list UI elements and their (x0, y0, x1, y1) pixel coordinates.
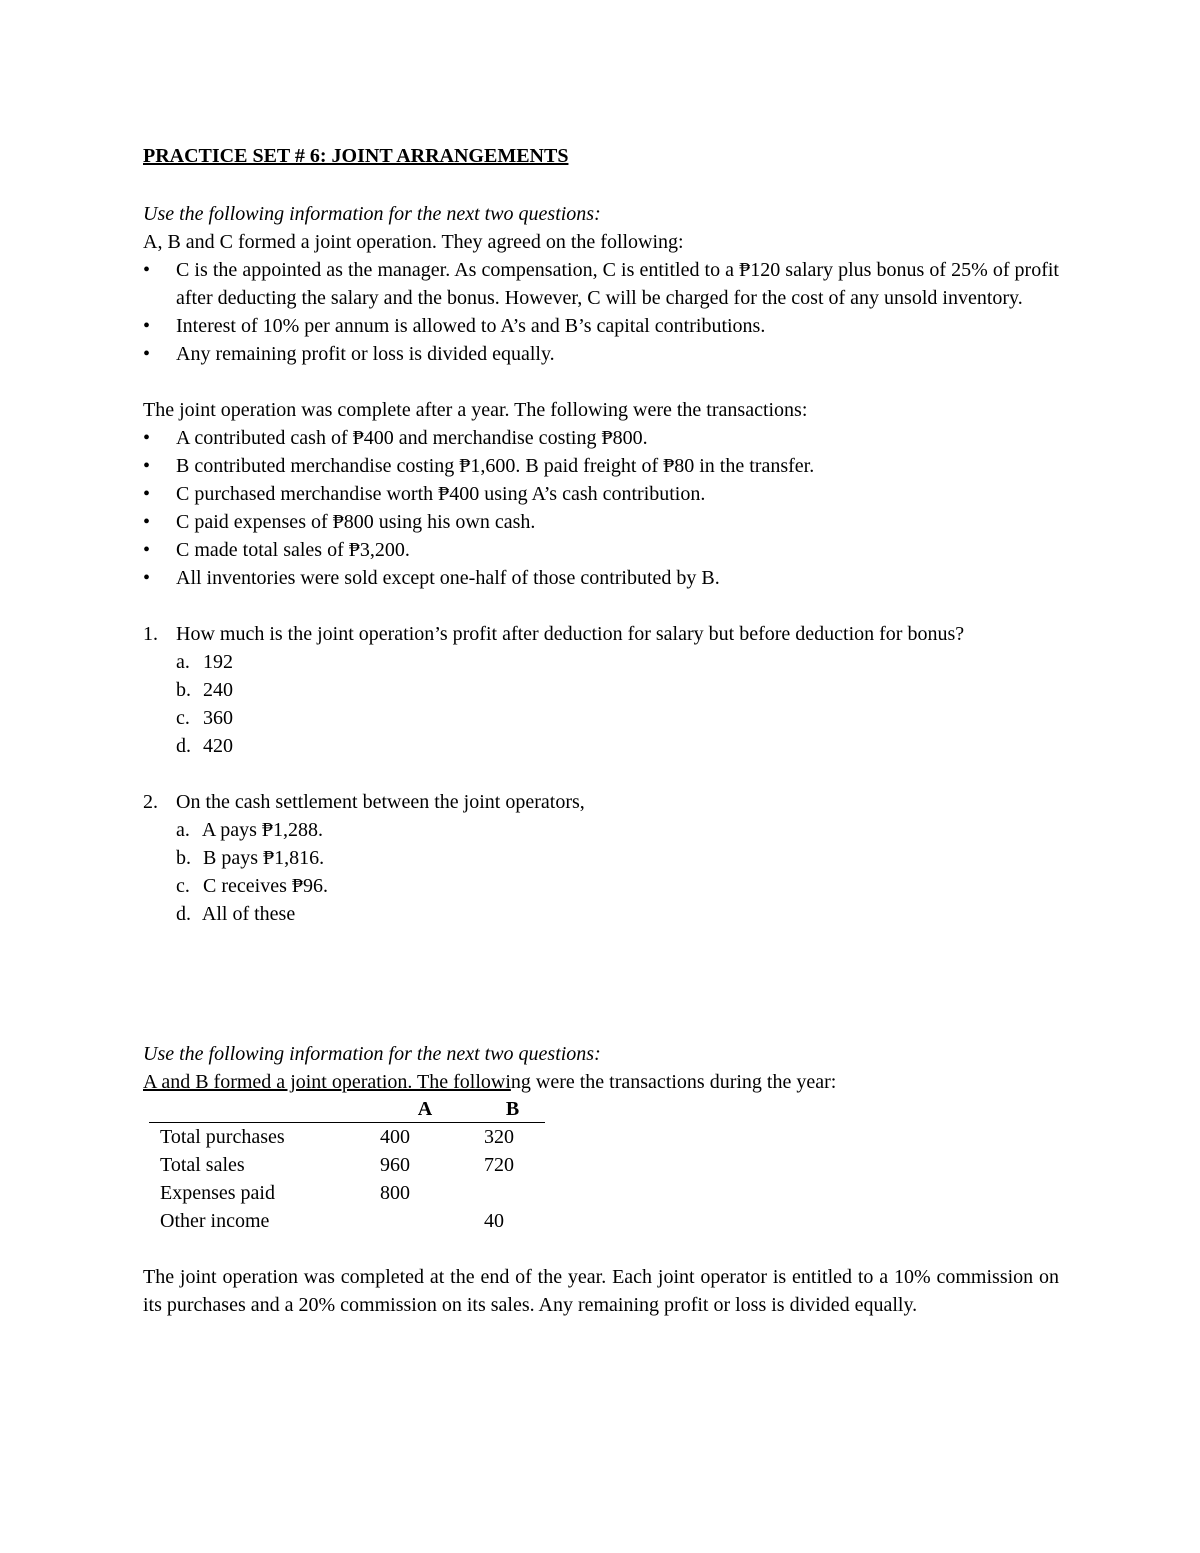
transaction-item: • C purchased merchandise worth ₱400 using A’s cash contribution. (143, 480, 1059, 508)
table-row (149, 1151, 545, 1179)
section2-intro-underlined: A and B formed a joint operation. The followi (143, 1071, 511, 1093)
spacer (143, 1235, 1059, 1263)
spacer (143, 172, 1059, 200)
choice-letter: b. (176, 847, 191, 869)
choice-letter: a. (176, 819, 190, 841)
section2-intro (143, 1068, 1059, 1096)
choice-letter: c. (176, 707, 190, 729)
question-text: How much is the joint operation’s profit after deduction for salary but before deduction for bonus? (176, 623, 965, 645)
answer-choice (176, 648, 1059, 676)
transactions-intro: The joint operation was complete after a year. The following were the transactions: (143, 399, 808, 421)
answer-choice (176, 844, 1059, 872)
table-cell: 800 (380, 1182, 410, 1204)
table-cell: 960 (380, 1154, 410, 1176)
agreement-terms-list (143, 256, 1059, 368)
table-row (149, 1179, 545, 1207)
choice-text: B pays ₱1,816. (203, 847, 325, 869)
table-cell: 400 (380, 1126, 410, 1148)
question-number: 2. (143, 791, 158, 813)
choice-text: C receives ₱96. (203, 875, 328, 897)
choice-letter: d. (176, 903, 191, 925)
choice-text: All of these (201, 903, 296, 925)
table-cell: 720 (484, 1154, 514, 1176)
section1-instruction: Use the following information for the next two questions: (143, 203, 601, 225)
choice-text: 420 (203, 735, 233, 757)
spacer (143, 760, 1059, 788)
transactions-table (149, 1096, 545, 1235)
table-row (149, 1207, 545, 1235)
transaction-item: • C made total sales of ₱3,200. (143, 536, 1059, 564)
answer-choice (176, 676, 1059, 704)
table-cell: 40 (484, 1210, 504, 1232)
transaction-item: • C paid expenses of ₱800 using his own cash. (143, 508, 1059, 536)
choice-letter: b. (176, 679, 191, 701)
document-page (143, 140, 1059, 1319)
page-title: PRACTICE SET # 6: JOINT ARRANGEMENTS (143, 145, 569, 167)
answer-choice (176, 816, 1059, 844)
table-header: A (370, 1096, 480, 1123)
table-cell (480, 1179, 545, 1207)
agreement-term: • Any remaining profit or loss is divided equally. (143, 340, 1059, 368)
spacer (143, 928, 1059, 1040)
answer-choice (176, 872, 1059, 900)
table-header-row (149, 1096, 545, 1123)
answer-choice (176, 900, 1059, 928)
choice-letter: c. (176, 875, 190, 897)
transaction-item: • B contributed merchandise costing ₱1,600. B paid freight of ₱80 in the transfer. (143, 452, 1059, 480)
table-cell (370, 1207, 480, 1235)
table-header (149, 1096, 370, 1123)
choice-letter: a. (176, 651, 190, 673)
section2-instruction: Use the following information for the next two questions: (143, 1043, 601, 1065)
choice-text: 360 (203, 707, 233, 729)
question-2 (143, 788, 1059, 928)
agreement-term: • C is the appointed as the manager. As compensation, C is entitled to a ₱120 salary plus bonus of 25% of profit after deducting the salary and the bonus. However, C will be charged for the cost of any unsold inventory. (143, 256, 1059, 312)
table-cell: Total purchases (160, 1126, 285, 1148)
table-cell: 320 (484, 1126, 514, 1148)
question-1 (143, 620, 1059, 760)
transaction-item: • A contributed cash of ₱400 and merchandise costing ₱800. (143, 424, 1059, 452)
transaction-item: • All inventories were sold except one-half of those contributed by B. (143, 564, 1059, 592)
section2-closing: The joint operation was completed at the end of the year. Each joint operator is entitled to a 10% commission on its purchases and a 20% commission on its sales. Any remaining profit or loss is divided equally. (143, 1266, 1059, 1316)
table-cell: Total sales (160, 1154, 245, 1176)
question-number: 1. (143, 623, 158, 645)
answer-choice (176, 704, 1059, 732)
choice-text: 192 (203, 651, 233, 673)
spacer (143, 368, 1059, 396)
choice-letter: d. (176, 735, 191, 757)
spacer (143, 592, 1059, 620)
transactions-list (143, 424, 1059, 592)
question-text: On the cash settlement between the joint operators, (176, 791, 585, 813)
table-header: B (480, 1096, 545, 1123)
section2-intro-rest: ng were the transactions during the year: (510, 1071, 837, 1093)
choice-text: A pays ₱1,288. (201, 819, 324, 841)
answer-choice (176, 732, 1059, 760)
agreement-term: • Interest of 10% per annum is allowed to A’s and B’s capital contributions. (143, 312, 1059, 340)
choice-text: 240 (203, 679, 233, 701)
table-cell: Expenses paid (160, 1182, 275, 1204)
table-row (149, 1123, 545, 1152)
section1-intro: A, B and C formed a joint operation. They agreed on the following: (143, 231, 684, 253)
table-cell: Other income (160, 1210, 270, 1232)
